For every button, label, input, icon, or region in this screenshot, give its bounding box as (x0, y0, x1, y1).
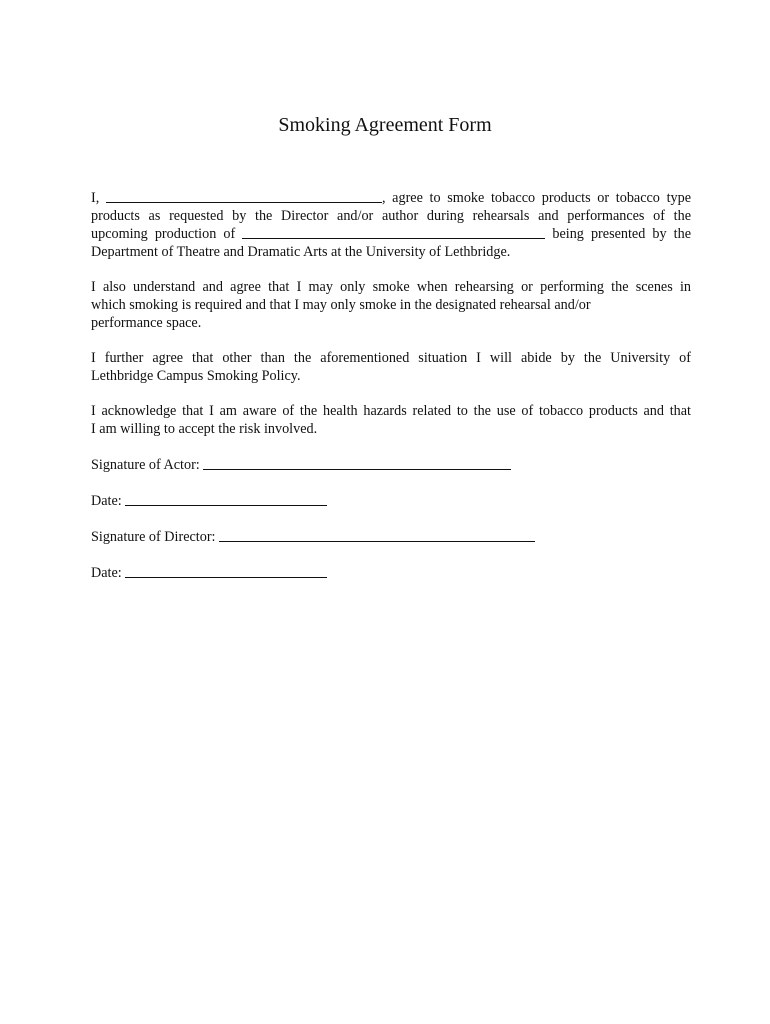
policy-paragraph (91, 349, 691, 385)
director-signature-field (91, 528, 535, 546)
line-text: being presented by the (545, 226, 692, 242)
director-signature-label: Signature of Director: (91, 529, 220, 545)
agreement-paragraph (91, 189, 691, 261)
paragraph-line: I also understand and agree that I may only smoke when rehearsing or performing the scenes in (91, 279, 691, 295)
date-field (91, 564, 327, 582)
form-title: Smoking Agreement Form (278, 114, 492, 136)
paragraph-line: performance space. (91, 315, 202, 331)
actor-signature-line[interactable] (203, 456, 511, 470)
line-text: , agree to smoke tobacco products or tobacco type (381, 190, 691, 206)
date-label: Date: (91, 565, 126, 581)
date-line[interactable] (125, 564, 327, 578)
actor-name-blank[interactable] (106, 189, 382, 203)
paragraph-line: Department of Theatre and Dramatic Arts at the University of Lethbridge. (91, 244, 511, 260)
paragraph-line: which smoking is required and that I may only smoke in the designated rehearsal and/or (91, 297, 591, 313)
paragraph-line (91, 189, 691, 207)
paragraph-line (91, 225, 691, 243)
date-label: Date: (91, 493, 126, 509)
actor-signature-label: Signature of Actor: (91, 457, 204, 473)
line-text: I, (91, 190, 106, 206)
paragraph-line: products as requested by the Director and/or author during rehearsals and performances of the (91, 208, 691, 224)
acknowledgement-paragraph (91, 402, 691, 438)
paragraph-line: I further agree that other than the aforementioned situation I will abide by the University of (91, 350, 691, 366)
director-signature-line[interactable] (219, 528, 535, 542)
line-text: upcoming production of (91, 226, 243, 242)
understanding-paragraph (91, 278, 691, 332)
date-field (91, 492, 327, 510)
paragraph-line: I acknowledge that I am aware of the health hazards related to the use of tobacco products and that (91, 403, 691, 419)
date-line[interactable] (125, 492, 327, 506)
paragraph-line: Lethbridge Campus Smoking Policy. (91, 368, 301, 384)
actor-signature-field (91, 456, 511, 474)
production-name-blank[interactable] (242, 225, 545, 239)
paragraph-line: I am willing to accept the risk involved. (91, 421, 318, 437)
